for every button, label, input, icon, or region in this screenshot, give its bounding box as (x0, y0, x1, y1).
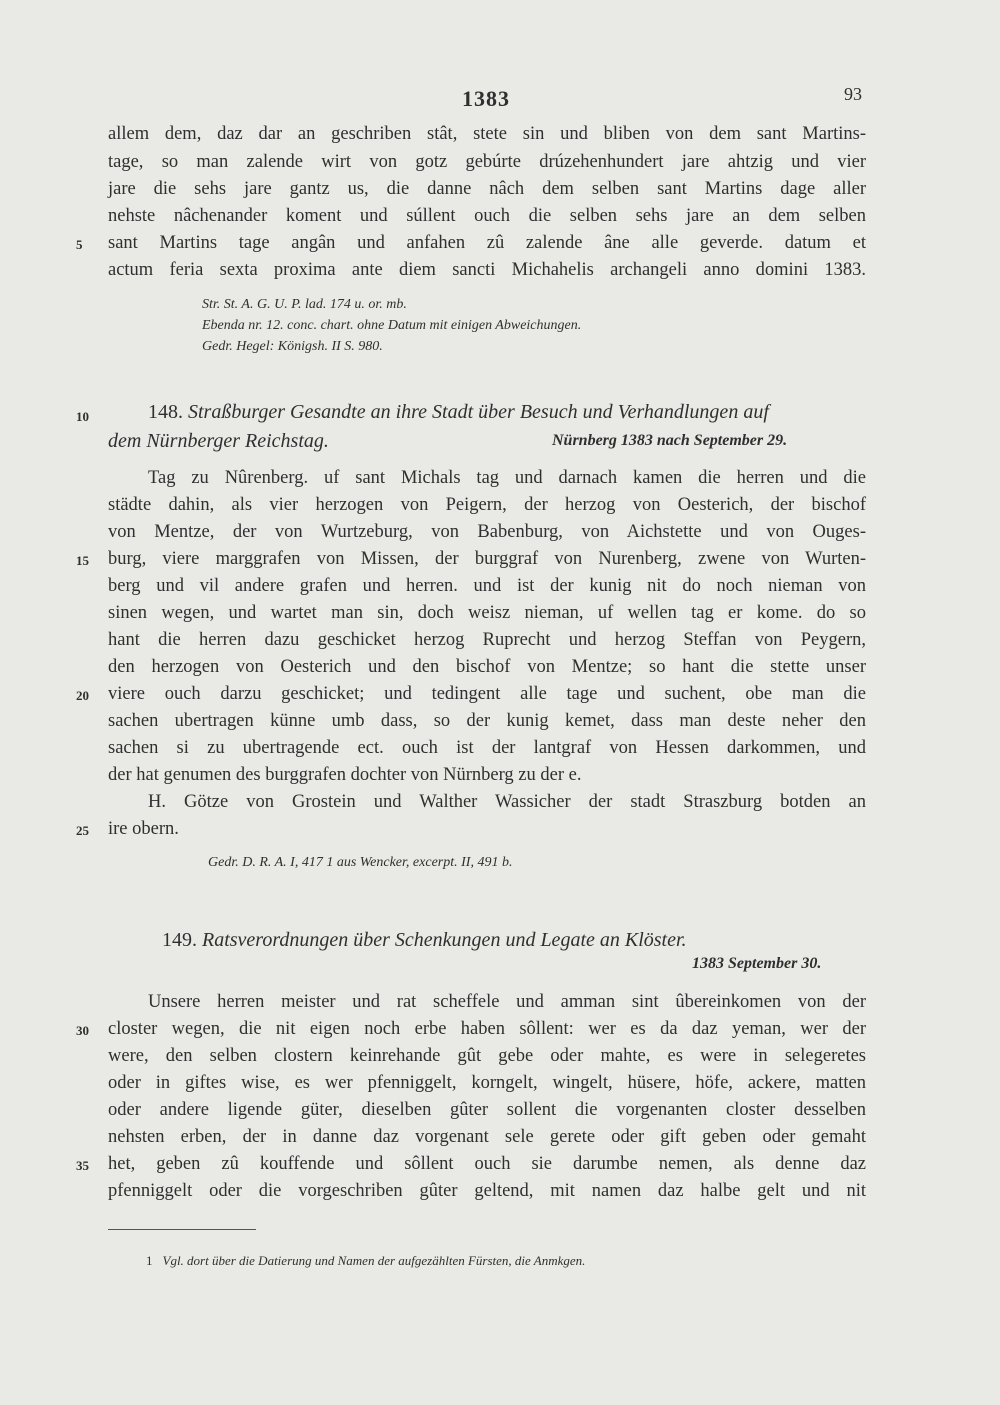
text-line: were, den selben clostern keinrehande gût gebe oder mahte, es were in selegeretes (108, 1046, 866, 1066)
footnote-marker: 1 (146, 1253, 153, 1268)
text-line: closter wegen, die nit eigen noch erbe haben sôllent: wer es da daz yeman, wer der (108, 1019, 866, 1039)
source-note: Gedr. D. R. A. I, 417 1 aus Wencker, excerpt. II, 491 b. (208, 855, 513, 870)
document-date: Nürnberg 1383 nach September 29. (552, 432, 788, 449)
document-number: 149. (162, 929, 197, 951)
text-line: oder in giftes wise, es wer pfenniggelt, korngelt, wingelt, hüsere, höfe, ackere, matten (108, 1073, 866, 1093)
text-line: jare die sehs jare gantz us, die danne nâch dem selben sant Martins dage aller (108, 179, 866, 199)
line-number: 5 (76, 237, 83, 252)
text-line: burg, viere marggrafen von Missen, der burggraf von Nurenberg, zwene von Wurten- (108, 549, 866, 569)
document-number: 148. (148, 401, 183, 423)
line-number: 15 (76, 553, 89, 568)
text-line: oder andere ligende güter, dieselben gûter sollent die vorgenanten closter desselben (108, 1100, 866, 1120)
page-header-year: 1383 (462, 86, 510, 111)
text-line: het, geben zû kouffende und sôllent ouch sie darumbe nemen, als denne daz (108, 1154, 866, 1174)
text-line: Tag zu Nûrenberg. uf sant Michals tag und darnach kamen die herren und die (148, 468, 866, 488)
text-line: hant die herren dazu geschicket herzog Ruprecht und herzog Steffan von Peygern, (108, 630, 866, 650)
line-number: 20 (76, 688, 89, 703)
text-line: sant Martins tage angân und anfahen zû zalende âne alle geverde. datum et (108, 233, 866, 253)
text-line: nehste nâchenander koment und súllent ouch die selben sehs jare an dem selben (108, 206, 866, 226)
footnote-divider (108, 1229, 256, 1230)
document-title-line: Straßburger Gesandte an ihre Stadt über Besuch und Verhandlungen auf (188, 401, 769, 423)
text-line: berg und vil andere grafen und herren. und ist der kunig nit do noch nieman von (108, 576, 866, 596)
text-line: von Mentze, der von Wurtzeburg, von Babenburg, von Aichstette und von Ouges- (108, 522, 866, 542)
source-note: Ebenda nr. 12. conc. chart. ohne Datum mit einigen Abweichungen. (202, 318, 582, 333)
document-date: 1383 September 30. (692, 955, 822, 972)
document-title-line: dem Nürnberger Reichstag. (108, 430, 329, 452)
document-heading-148-cont (108, 430, 329, 453)
source-note: Gedr. Hegel: Königsh. II S. 980. (202, 339, 383, 354)
text-line: nehsten erben, der in danne daz vorgenant sele gerete oder gift geben oder gemaht (108, 1127, 866, 1147)
source-note: Str. St. A. G. U. P. lad. 174 u. or. mb. (202, 297, 407, 312)
text-line: viere ouch darzu geschicket; und tedingent alle tage und suchent, obe man die (108, 684, 866, 704)
text-line: Unsere herren meister und rat scheffele und amman sint ûbereinkomen von der (148, 992, 866, 1012)
text-line: sachen ubertragen künne umb dass, so der kunig kemet, dass man deste neher den (108, 711, 866, 731)
text-line: H. Götze von Grostein und Walther Wassicher der stadt Straszburg botden an (148, 792, 866, 812)
line-number: 25 (76, 823, 89, 838)
line-number: 35 (76, 1158, 89, 1173)
page-number: 93 (844, 84, 862, 104)
text-line: ire obern. (108, 819, 179, 839)
text-line: städte dahin, als vier herzogen von Peigern, der herzog von Oesterich, der bischof (108, 495, 866, 515)
text-line: allem dem, daz dar an geschriben stât, stete sin und bliben von dem sant Martins- (108, 124, 866, 144)
line-number: 10 (76, 409, 89, 424)
text-line: tage, so man zalende wirt von gotz gebúrte drúzehenhundert jare ahtzig und vier (108, 152, 866, 172)
line-number: 30 (76, 1023, 89, 1038)
text-line: actum feria sexta proxima ante diem sancti Michahelis archangeli anno domini 1383. (108, 260, 866, 280)
text-line: der hat genumen des burggrafen dochter von Nürnberg zu der e. (108, 765, 582, 785)
text-line: sinen wegen, und wartet man sin, doch weisz nieman, uf wellen tag er kome. do so (108, 603, 866, 623)
text-line: sachen si zu ubertragende ect. ouch ist der lantgraf von Hessen darkommen, und (108, 738, 866, 758)
footnote-text: Vgl. dort über die Datierung und Namen der aufgezählten Fürsten, die Anmkgen. (162, 1253, 586, 1268)
text-line: pfenniggelt oder die vorgeschriben gûter geltend, mit namen daz halbe gelt und nit (108, 1181, 866, 1201)
footnote (146, 1253, 585, 1269)
document-title-line: Ratsverordnungen über Schenkungen und Legate an Klöster. (202, 929, 687, 951)
document-heading-149 (162, 929, 687, 952)
document-heading-148 (148, 401, 769, 424)
text-line: den herzogen von Oesterich und den bischof von Mentze; so hant die stette unser (108, 657, 866, 677)
